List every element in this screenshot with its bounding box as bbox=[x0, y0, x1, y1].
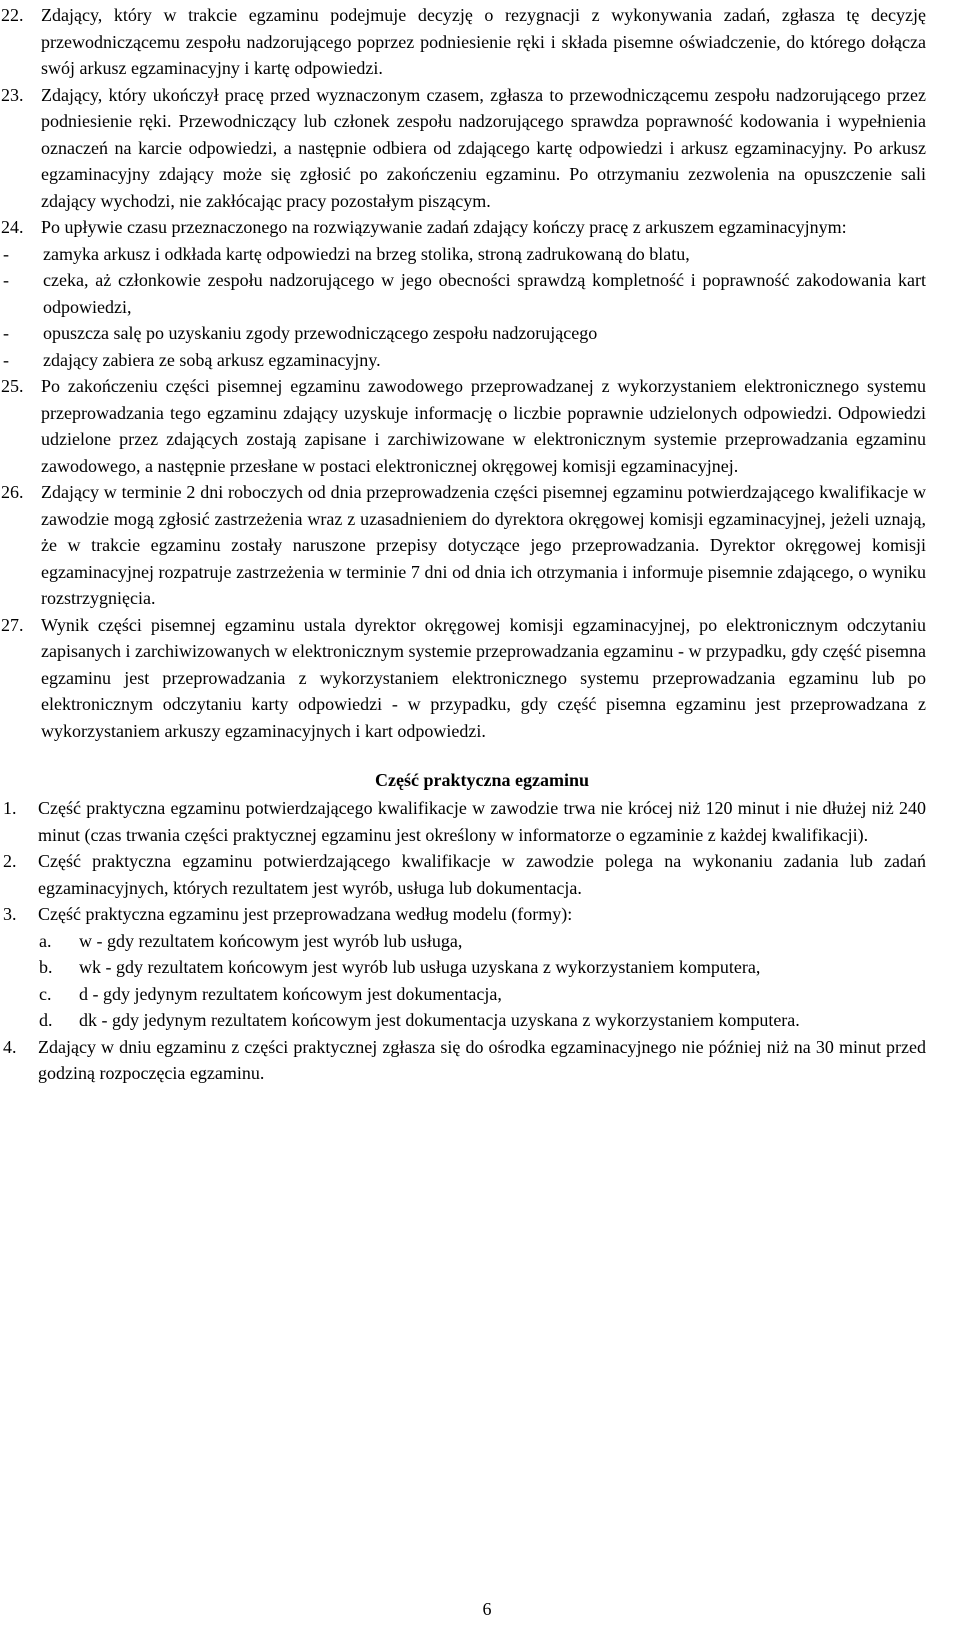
practical-item-4 bbox=[0, 1034, 926, 1087]
model-text: w - gdy rezultatem końcowym jest wyrób lub usługa, bbox=[79, 930, 463, 951]
dash-item bbox=[2, 241, 926, 268]
dash-marker: - bbox=[3, 323, 9, 343]
dash-text: opuszcza salę po uzyskaniu zgody przewodniczącego zespołu nadzorującego bbox=[43, 323, 598, 343]
item-number: 1. bbox=[3, 798, 17, 818]
item-text: Zdający, który ukończył pracę przed wyznaczonym czasem, zgłasza to przewodniczącemu zespołu nadzorującego przez podniesienie ręki. Przewodniczący lub członek zespołu nadzorującego sprawdza poprawność kodowania i wypełnienia oznaczeń na karcie odpowiedzi, a następnie odbiera od zdającego kartę odpowiedzi i arkusz egzaminacyjny. Po arkusz egzaminacyjny zdający może się zgłosić po zakończeniu egzaminu. Po otrzymaniu zezwolenia na opuszczenie sali zdający wychodzi, nie zakłócając pracy pozostałym piszącym. bbox=[41, 84, 926, 211]
item-number: 4. bbox=[3, 1036, 17, 1057]
dash-marker: - bbox=[3, 270, 9, 290]
model-item bbox=[38, 928, 926, 955]
dash-text: zamyka arkusz i odkłada kartę odpowiedzi na brzeg stolika, stroną zadrukowaną do blatu, bbox=[43, 243, 690, 264]
model-marker: a. bbox=[39, 930, 52, 951]
item-text: Zdający w dniu egzaminu z części praktycznej zgłasza się do ośrodka egzaminacyjnego nie później niż na 30 minut przed godziną rozpoczęcia egzaminu. bbox=[38, 1036, 926, 1083]
item-number: 25. bbox=[1, 376, 24, 396]
dash-text: czeka, aż członkowie zespołu nadzorującego w jego obecności sprawdzą kompletność i poprawność zakodowania kart odpowiedzi, bbox=[43, 270, 926, 317]
model-marker: d. bbox=[39, 1010, 53, 1030]
practical-item-2 bbox=[0, 848, 926, 901]
dash-marker: - bbox=[3, 349, 9, 370]
item-text: Część praktyczna egzaminu potwierdzającego kwalifikacje w zawodzie polega na wykonaniu zadania lub zadań egzaminacyjnych, których rezultatem jest wyrób, usługa lub dokumentacja. bbox=[38, 851, 926, 898]
item-text: Zdający, który w trakcie egzaminu podejmuje decyzję o rezygnacji z wykonywania zadań, zgłasza tę decyzję przewodniczącemu zespołu nadzorującego poprzez podniesienie ręki i składa pisemne oświadczenie, do którego dołącza swój arkusz egzaminacyjny i kartę odpowiedzi. bbox=[41, 5, 926, 78]
item-text: Część praktyczna egzaminu jest przeprowadzana według modelu (formy): bbox=[38, 904, 573, 924]
list-item-24 bbox=[0, 214, 926, 241]
dash-item bbox=[2, 320, 926, 347]
model-item bbox=[38, 954, 926, 981]
item-number: 3. bbox=[3, 904, 17, 924]
model-list bbox=[38, 928, 926, 1034]
item-number: 23. bbox=[1, 84, 24, 105]
item-text: Po upływie czasu przeznaczonego na rozwiązywanie zadań zdający kończy pracę z arkuszem egzaminacyjnym: bbox=[41, 217, 847, 237]
model-item bbox=[38, 1007, 926, 1034]
model-marker: c. bbox=[39, 983, 52, 1004]
item-number: 24. bbox=[1, 217, 24, 237]
model-text: dk - gdy jedynym rezultatem końcowym jest dokumentacja uzyskana z wykorzystaniem komputera. bbox=[79, 1010, 800, 1030]
item-text: Zdający w terminie 2 dni roboczych od dnia przeprowadzenia części pisemnej egzaminu potwierdzającego kwalifikacje w zawodzie mogą zgłosić zastrzeżenia wraz z uzasadnieniem do dyrektora okręgowej komisji egzaminacyjnej, jeżeli uznają, że w trakcie egzaminu zostały naruszone przepisy dotyczące jego przeprowadzania. Dyrektor okręgowej komisji egzaminacyjnej rozpatruje zastrzeżenia w terminie 7 dni od dnia ich otrzymania i informuje pisemnie zdającego, o wyniku rozstrzygnięcia. bbox=[41, 482, 926, 608]
item-number: 2. bbox=[3, 851, 17, 871]
list-item-26 bbox=[0, 479, 926, 612]
practical-list bbox=[0, 795, 926, 1087]
practical-item-1 bbox=[0, 795, 926, 848]
model-text: wk - gdy rezultatem końcowym jest wyrób lub usługa uzyskana z wykorzystaniem komputera, bbox=[79, 957, 761, 977]
dash-text: zdający zabiera ze sobą arkusz egzaminacyjny. bbox=[43, 349, 381, 370]
page-number: 6 bbox=[482, 1599, 492, 1619]
item-text: Po zakończeniu części pisemnej egzaminu zawodowego przeprowadzanej z wykorzystaniem elektronicznego systemu przeprowadzania tego egzaminu zdający uzyskuje informację o liczbie poprawnie udzielonych odpowiedzi. Odpowiedzi udzielone przez zdających zostają zapisane i zarchiwizowane w elektronicznym systemie przeprowadzania egzaminu zawodowego, a następnie przesłane w postaci elektronicznej okręgowej komisji egzaminacyjnej. bbox=[41, 376, 926, 476]
list-item-25 bbox=[0, 373, 926, 479]
list-item-27 bbox=[0, 612, 926, 745]
item-text: Część praktyczna egzaminu potwierdzającego kwalifikacje w zawodzie trwa nie krócej niż 120 minut i nie dłużej niż 240 minut (czas trwania części praktycznej egzaminu jest określony w informatorze o egzaminie z każdej kwalifikacji). bbox=[38, 798, 926, 845]
dash-marker: - bbox=[3, 243, 9, 264]
model-text: d - gdy jedynym rezultatem końcowym jest dokumentacja, bbox=[79, 983, 502, 1004]
dash-list bbox=[0, 241, 926, 374]
section-title: Część praktyczna egzaminu bbox=[375, 770, 589, 790]
model-item bbox=[38, 981, 926, 1008]
item-text: Wynik części pisemnej egzaminu ustala dyrektor okręgowej komisji egzaminacyjnej, po elektronicznym odczytaniu zapisanych i zarchiwizowanych w elektronicznym systemie przeprowadzania egzaminu - w przypadku, gdy część pisemna egzaminu jest przeprowadzania z wykorzystaniem elektronicznego systemu przeprowadzania egzaminu lub po elektronicznym odczytaniu karty odpowiedzi - w przypadku, gdy część pisemna egzaminu jest przeprowadzana z wykorzystaniem arkuszy egzaminacyjnych i kart odpowiedzi. bbox=[41, 614, 926, 741]
practical-item-3 bbox=[0, 901, 926, 928]
model-marker: b. bbox=[39, 957, 53, 977]
item-number: 22. bbox=[1, 5, 24, 25]
item-number: 27. bbox=[1, 614, 24, 635]
list-item-22 bbox=[0, 2, 926, 82]
dash-item bbox=[2, 347, 926, 374]
item-number: 26. bbox=[1, 482, 24, 502]
list-item-23 bbox=[0, 82, 926, 215]
dash-item bbox=[2, 267, 926, 320]
